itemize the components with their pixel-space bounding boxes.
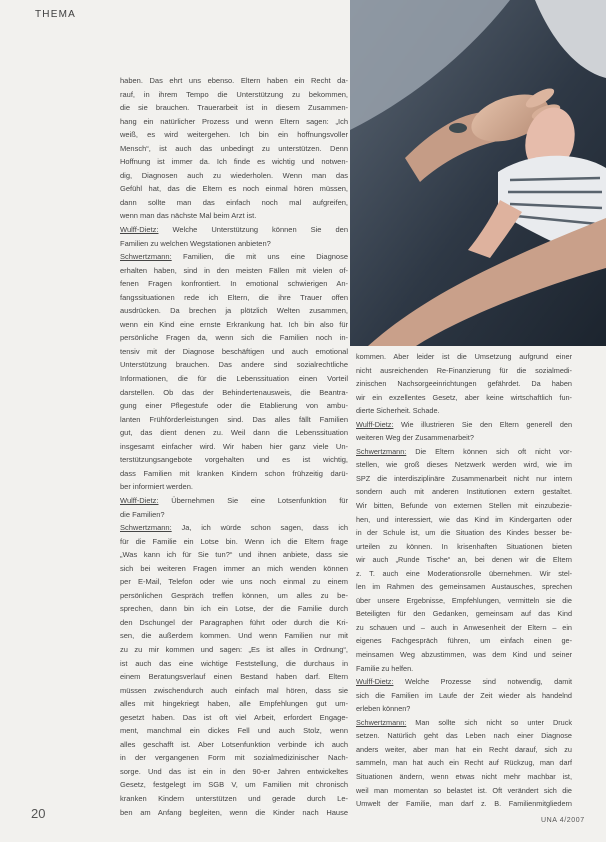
text-line: urteilen zu können. In krisenhaften Situationen bieten (356, 541, 572, 551)
text-line: sondern auch mit anderen Institutionen extern gestaltet. (356, 487, 572, 497)
text-line: ben am Anfang begleiten, wenn die Kinder nach Hause (120, 807, 348, 817)
text-line: Unterstützung brauchen. Das andere sind sozialrechtliche (120, 360, 348, 370)
line-text: Man sollte sich nicht so unter Druck (415, 717, 572, 727)
text-line: die sie brauchen. Trauerarbeit ist in diesem Zusammen- (120, 103, 348, 113)
text-line: nicht ausreichenden Re-Finanzierung für die sozialmedi- (356, 365, 572, 375)
text-line (356, 716, 572, 730)
interview-turn (120, 250, 348, 494)
text-line: lanten Frühförderleistungen sind. Das alles fällt Familien (120, 414, 348, 424)
right-text-column (356, 350, 572, 811)
photo-tattoo (449, 123, 467, 133)
text-line: sorge. Und das ist ein in den 90-er Jahren entwickeltes (120, 766, 348, 776)
text-line: wenn ein Kind eine ernste Erkrankung hat. Ich bin also für (120, 319, 348, 329)
text-line: sen, die außerdem kommen. Und wenn Familien nur mit (120, 631, 348, 641)
text-line: den Dschungel der Paragraphen führt oder durch die Kri- (120, 617, 348, 627)
interview-turn (356, 445, 572, 675)
line-text: Welche Unterstützung können Sie den (172, 225, 348, 235)
text-line: dass Familien mit kranken Kindern schon frühzeitig darü- (120, 468, 348, 478)
text-line: len im Rahmen des gemeinsamen Austausches, sprechen (356, 582, 572, 592)
speaker-label: Schwertzmann: (120, 252, 172, 262)
interview-turn (120, 223, 348, 250)
text-line: dann sollte man das einfach noch mal aufgreifen, (120, 197, 348, 207)
text-line: zinischen Nachsorgeeinrichtungen gefährdet. Da haben (356, 379, 572, 389)
text-line: fangssituationen rede ich Eltern, die ihre Trauer offen (120, 292, 348, 302)
interview-turn (356, 716, 572, 811)
text-line: Gesetz, festgelegt im SGB V, um Familien mit chronisch (120, 780, 348, 790)
text-line: Umwelt der Familie, man darf z. B. Familienmitgliedern (356, 799, 572, 809)
text-line: weiteren Weg der Zusammenarbeit? (356, 433, 474, 443)
text-line: dierte Sicherheit. Schade. (356, 406, 440, 416)
text-line: sich bei weiteren Fragen immer an mich wenden können (120, 563, 348, 573)
line-text: Übernehmen Sie eine Lotsenfunktion für (171, 495, 348, 505)
text-line: Familie zu helfen. (356, 663, 414, 673)
left-text-column (120, 74, 348, 819)
text-line: Beteiligten für den Gedanken, gemeinsam auf das Kind (356, 609, 572, 619)
article-photo (350, 0, 606, 346)
text-line: zu schauen und – auch in Anwesenheit der Eltern – ein (356, 622, 572, 632)
text-line: ausdrücken. Da brechen ja plötzlich Welten zusammen, (120, 306, 348, 316)
text-line: kommen. Aber leider ist die Umsetzung aufgrund einer (356, 352, 572, 361)
text-line (120, 223, 348, 237)
paragraph (120, 74, 348, 223)
line-text: Ja, ich würde schon sagen, dass ich (181, 523, 348, 533)
interview-turn (120, 521, 348, 819)
text-line: die Familien? (120, 509, 165, 519)
text-line: persönlichen Gespräch treffen können, um alles zu be- (120, 590, 348, 600)
text-line: ment, manchmal ein dickes Fell und auch Stolz, wenn (120, 726, 348, 736)
text-line: Gefühl hat, das die Eltern es noch einmal hören müssen, (120, 184, 348, 194)
text-line (120, 521, 348, 535)
text-line: insgesamt einfacher wird. Wir haben hier ganz viele Un- (120, 441, 348, 451)
text-line: per E-Mail, Telefon oder wie uns noch einmal zu einem (120, 577, 348, 587)
text-line: haben. Das ehrt uns ebenso. Eltern haben ein Recht da- (120, 76, 348, 85)
text-line: z. T. auch eine Moderationsrolle übernehmen. Wir stel- (356, 568, 572, 578)
text-line: Familien zu welchen Wegstationen anbieten? (120, 238, 271, 248)
text-line: sich die Familien im Laufe der Zeit wieder als handelnd (356, 690, 572, 700)
text-line: für die Familie ein Lotse bin. Wenn ich die Eltern frage (120, 536, 348, 546)
speaker-label: Wulff-Dietz: (120, 495, 159, 505)
text-line: fenen Fragen konfrontiert. In emotional schwierigen An- (120, 279, 348, 289)
text-line: Hoffnung ist immer da. Ich finde es wichtig und notwen- (120, 157, 348, 167)
text-line: meinsamen Weg abzustimmen, was dem Kind und seiner (356, 650, 572, 660)
speaker-label: Schwertzmann: (356, 446, 407, 456)
text-line: ber informiert werden. (120, 482, 193, 492)
text-line (120, 494, 348, 508)
text-line: wir auch „Runde Tische“ an, bei denen wir die Eltern (356, 555, 572, 565)
interview-turn (356, 418, 572, 445)
text-line: gut, das dient denen zu. Weil dann die Lebenssituation (120, 428, 348, 438)
text-line: stellen, wie groß dieses Netzwerk werden wird, wie im (356, 460, 572, 470)
text-line: darstellen. Ob das der Behindertenausweis, die Beantra- (120, 387, 348, 397)
text-line: weil man momentan so belastet ist. Oft verändert sich die (356, 785, 572, 795)
text-line: gung einer Pflegestufe oder die Etablierung von ambu- (120, 401, 348, 411)
text-line: in der Schule ist, um die Situation des Kindes besser be- (356, 528, 572, 538)
text-line: Wir bitten, Befunde von externen Stellen mit einzubezie- (356, 501, 572, 511)
text-line (356, 675, 572, 689)
speaker-label: Schwertzmann: (356, 717, 407, 727)
text-line: rauf, in ihrem Tempo die Unterstützung zu bekommen, (120, 89, 348, 99)
text-line: Informationen, die für die Lebenssituation einen Vorteil (120, 374, 348, 384)
interview-turn (356, 675, 572, 716)
issue-label: UNA 4/2007 (541, 817, 585, 824)
line-text: Familien, die mit uns eine Diagnose (183, 252, 348, 262)
text-line (356, 445, 572, 459)
text-line: wir ein exzellentes Gesetz, aber keine wirtschaftlich fun- (356, 392, 572, 402)
text-line: SPZ die interdisziplinäre Zusammenarbeit nicht nur intern (356, 473, 572, 483)
text-line: erhalten haben, sind in den meisten Fällen mit vielen of- (120, 265, 348, 275)
text-line: weiß, es wird weitergehen. Ich bin ein hoffnungsvoller (120, 130, 348, 140)
section-label: THEMA (35, 9, 76, 20)
text-line: kranken Kindern unterstützen und gerade durch Le- (120, 793, 348, 803)
text-line: in der vergangenen Form mit sozialmedizinischer Nach- (120, 753, 348, 763)
text-line: gesetzt haben. Das ist oft viel Arbeit, erfordert Engage- (120, 712, 348, 722)
interview-turn (120, 494, 348, 521)
text-line: „Was kann ich für Sie tun?“ und ihnen anbiete, dass sie (120, 550, 348, 560)
text-line: sprechen, dann bin ich ein Lotse, der die Familie durch (120, 604, 348, 614)
text-line: alles mit hingekriegt haben, alle Empfehlungen gut um- (120, 699, 348, 709)
text-line: über unsere Ergebnisse, Empfehlungen, vermitteln sie die (356, 595, 572, 605)
text-line: eigenes Fachgespräch führen, um einfach einen ge- (356, 636, 572, 646)
text-line: dig, Diagnosen auch zu wiederholen. Wenn man das (120, 170, 348, 180)
text-line: ist auch das eine wichtige Feststellung, die durchaus in (120, 658, 348, 668)
text-line: wenn man das nächste Mal beim Arzt ist. (120, 211, 257, 221)
text-line (120, 250, 348, 264)
text-line: einem Beratungsverlauf einen Bestand haben darf. Eltern (120, 672, 348, 682)
line-text: Welche Prozesse sind notwendig, damit (404, 677, 572, 687)
text-line: erleben können? (356, 704, 411, 714)
speaker-label: Wulff-Dietz: (356, 677, 394, 687)
speaker-label: Wulff-Dietz: (120, 225, 159, 235)
speaker-label: Schwertzmann: (120, 523, 172, 533)
text-line: hang ein natürlicher Prozess und wenn Eltern sagen: „Ich (120, 116, 348, 126)
page-number: 20 (31, 806, 46, 821)
text-line: anders weiter, aber man hat ein Recht darauf, sich zu (356, 744, 572, 754)
text-line: zu zu mir kommen und sagen: „Es ist alles in Ordnung“, (120, 644, 348, 654)
text-line: hen, und interessiert, wie das Kind im Kindergarten oder (356, 514, 572, 524)
text-line: Situationen ändern, wenn etwas nicht mehr machbar ist, (356, 771, 572, 781)
text-line: Mensch“, ist auch das unbedingt zu unterstützen. Denn (120, 143, 348, 153)
text-line: tensiv mit der Diagnose beschäftigen und auch emotional (120, 346, 348, 356)
text-line: setzen. Natürlich geht das Leben nach einer Diagnose (356, 731, 572, 741)
text-line (356, 418, 572, 432)
text-line: terstützungsangebote vorgehalten und es ist wichtig, (120, 455, 348, 465)
text-line: persönliche Fragen da, wenn sich die Familien noch in- (120, 333, 348, 343)
line-text: Wie illustrieren Sie den Eltern generell den (401, 419, 572, 429)
paragraph (356, 350, 572, 418)
line-text: Die Eltern können sich oft nicht vor- (415, 446, 572, 456)
text-line: sammeln, man hat auch ein Recht auf Rückzug, man darf (356, 758, 572, 768)
text-line: müssen zwischendurch auch einfach mal hören, dass sie (120, 685, 348, 695)
text-line: alles geschafft ist. Aber Lotsenfunktion verbinde ich auch (120, 739, 348, 749)
speaker-label: Wulff-Dietz: (356, 419, 394, 429)
